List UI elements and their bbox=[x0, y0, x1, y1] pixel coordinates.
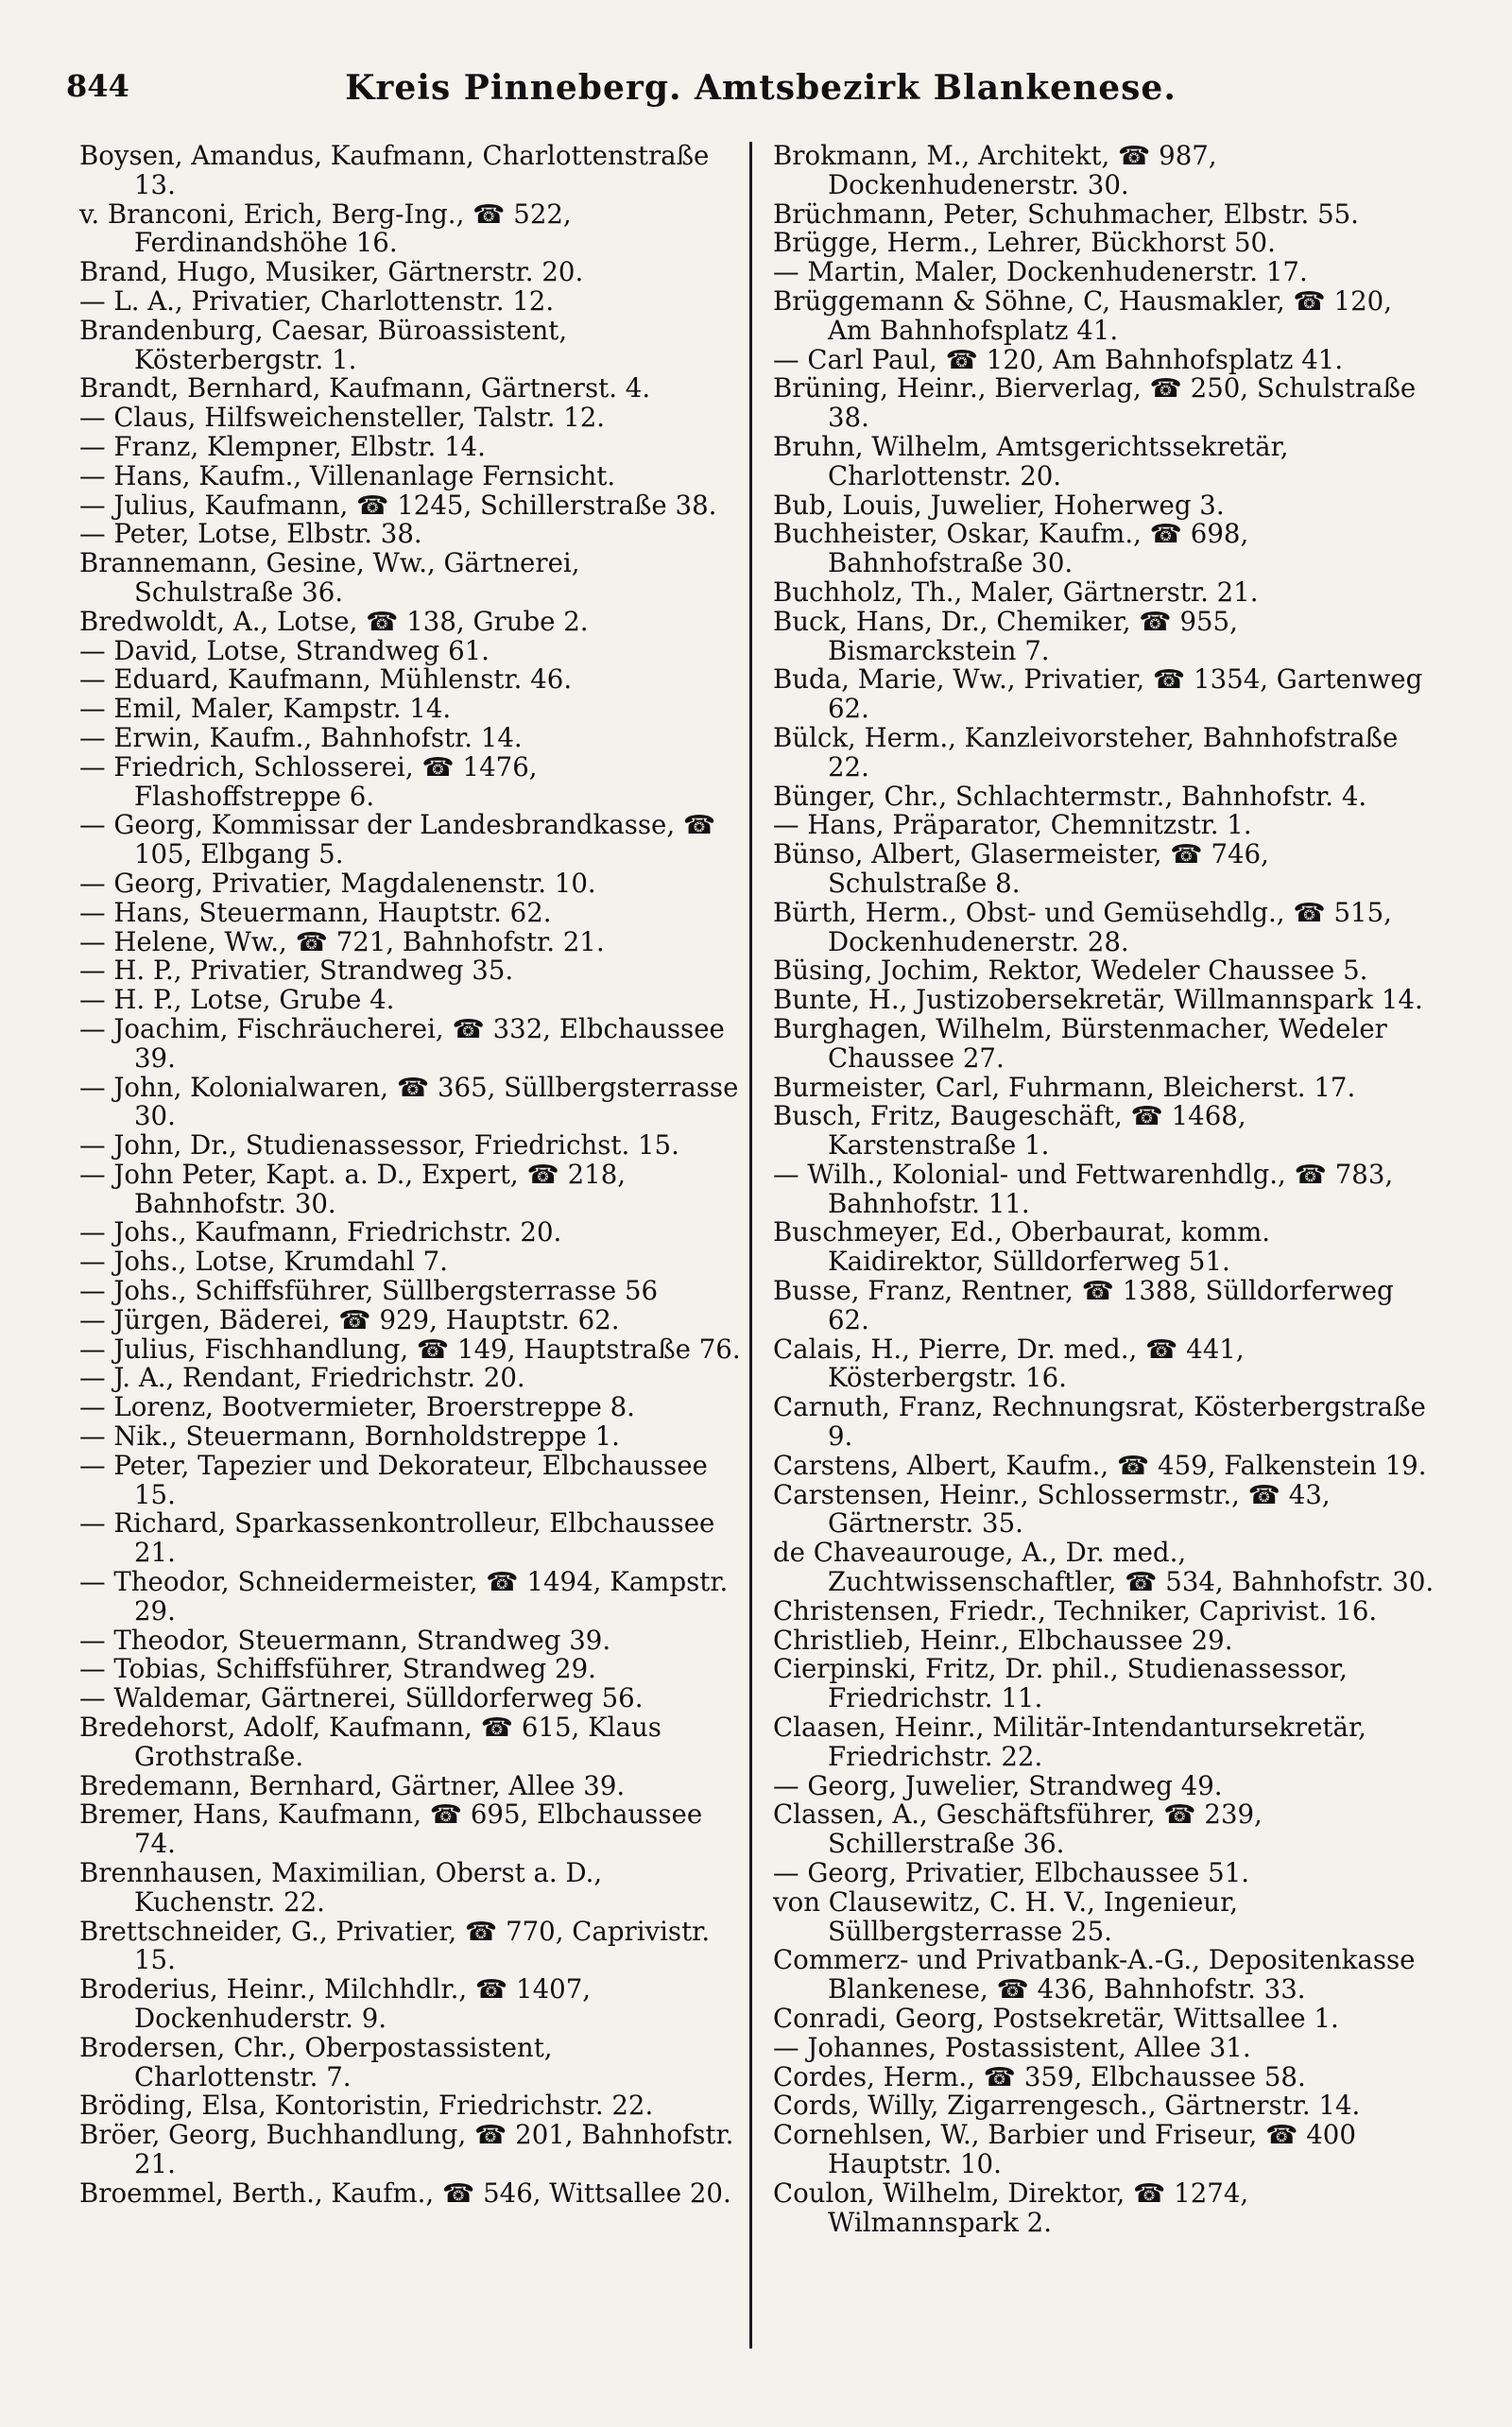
directory-entry: — Joachim, Fischräucherei, ☎ 332, Elbchaussee 39. bbox=[79, 1014, 725, 1074]
directory-entry: — Peter, Lotse, Elbstr. 38. bbox=[79, 520, 422, 550]
directory-entry: Calais, H., Pierre, Dr. med., ☎ 441, Kösterbergstr. 16. bbox=[773, 1334, 1245, 1394]
directory-entry: — Georg, Privatier, Elbchaussee 51. bbox=[773, 1859, 1250, 1888]
directory-entry: Bünso, Albert, Glasermeister, ☎ 746, Schulstraße 8. bbox=[773, 840, 1269, 899]
directory-entry: — Peter, Tapezier und Dekorateur, Elbchaussee 15. bbox=[79, 1451, 708, 1510]
directory-entry: Buchheister, Oskar, Kaufm., ☎ 698, Bahnhofstraße 30. bbox=[773, 520, 1249, 578]
directory-entry: — David, Lotse, Strandweg 61. bbox=[79, 636, 490, 666]
running-title: Kreis Pinneberg. Amtsbezirk Blankenese. bbox=[345, 68, 1177, 108]
directory-entry: Burmeister, Carl, Fuhrmann, Bleicherst. 17. bbox=[773, 1073, 1356, 1103]
directory-entry: — Georg, Kommissar der Landesbrandkasse, ☎ 105, Elbgang 5. bbox=[79, 811, 716, 869]
directory-entry: Carstens, Albert, Kaufm., ☎ 459, Falkenstein 19. bbox=[773, 1451, 1427, 1481]
directory-entry: Conradi, Georg, Postsekretär, Wittsallee 1. bbox=[773, 2005, 1339, 2034]
directory-entry: Brügge, Herm., Lehrer, Bückhorst 50. bbox=[773, 229, 1276, 259]
directory-entry: — Johs., Lotse, Krumdahl 7. bbox=[79, 1248, 448, 1278]
directory-entry: Brüning, Heinr., Bierverlag, ☎ 250, Schulstraße 38. bbox=[773, 374, 1417, 433]
directory-entry: — Georg, Juwelier, Strandweg 49. bbox=[773, 1771, 1223, 1801]
directory-entry: Carnuth, Franz, Rechnungsrat, Kösterbergstraße 9. bbox=[773, 1393, 1426, 1452]
directory-entry: Commerz- und Privatbank-A.-G., Depositenkasse Blankenese, ☎ 436, Bahnhofstr. 33. bbox=[773, 1946, 1416, 2005]
directory-entry: Bröer, Georg, Buchhandlung, ☎ 201, Bahnhofstr. 21. bbox=[79, 2121, 734, 2179]
directory-entry: — J. A., Rendant, Friedrichstr. 20. bbox=[79, 1364, 525, 1394]
directory-entry: — Franz, Klempner, Elbstr. 14. bbox=[79, 432, 486, 462]
column-divider bbox=[749, 142, 752, 2349]
directory-entry: — Johannes, Postassistent, Allee 31. bbox=[773, 2033, 1251, 2063]
directory-entry: — H. P., Privatier, Strandweg 35. bbox=[79, 956, 514, 987]
directory-entry: Brandt, Bernhard, Kaufmann, Gärtnerst. 4. bbox=[79, 374, 651, 404]
directory-entry: — Waldemar, Gärtnerei, Sülldorferweg 56. bbox=[79, 1684, 644, 1714]
directory-entry: — Johs., Kaufmann, Friedrichstr. 20. bbox=[79, 1218, 562, 1248]
directory-entry: — Helene, Ww., ☎ 721, Bahnhofstr. 21. bbox=[79, 927, 605, 957]
directory-entry: — H. P., Lotse, Grube 4. bbox=[79, 986, 395, 1015]
directory-entry: Busch, Fritz, Baugeschäft, ☎ 1468, Karstenstraße 1. bbox=[773, 1102, 1246, 1161]
directory-entry: Christensen, Friedr., Techniker, Caprivist. 16. bbox=[773, 1596, 1378, 1627]
directory-entry: Brüggemann & Söhne, C, Hausmakler, ☎ 120, Am Bahnhofsplatz 41. bbox=[773, 286, 1392, 346]
directory-entry: — Erwin, Kaufm., Bahnhofstr. 14. bbox=[79, 723, 523, 753]
directory-entry: — Tobias, Schiffsführer, Strandweg 29. bbox=[79, 1655, 596, 1685]
directory-entry: — John, Dr., Studienassessor, Friedrichst. 15. bbox=[79, 1131, 679, 1161]
directory-entry: von Clausewitz, C. H. V., Ingenieur, Süllbergsterrasse 25. bbox=[773, 1887, 1238, 1947]
directory-entry: Büsing, Jochim, Rektor, Wedeler Chaussee 5. bbox=[773, 956, 1368, 987]
directory-entry: Bremer, Hans, Kaufmann, ☎ 695, Elbchaussee 74. bbox=[79, 1800, 703, 1860]
directory-entry: — Eduard, Kaufmann, Mühlenstr. 46. bbox=[79, 665, 573, 696]
directory-entry: — Julius, Fischhandlung, ☎ 149, Hauptstraße 76. bbox=[79, 1334, 741, 1365]
page-number: 844 bbox=[66, 68, 129, 104]
directory-entry: Bülck, Herm., Kanzleivorsteher, Bahnhofstraße 22. bbox=[773, 723, 1399, 783]
directory-entry: Busse, Franz, Rentner, ☎ 1388, Sülldorferweg 62. bbox=[773, 1277, 1394, 1335]
directory-entry: Coulon, Wilhelm, Direktor, ☎ 1274, Wilmannspark 2. bbox=[773, 2178, 1249, 2238]
directory-entry: Classen, A., Geschäftsführer, ☎ 239, Schillerstraße 36. bbox=[773, 1800, 1263, 1860]
directory-entry: Brannemann, Gesine, Ww., Gärtnerei, Schulstraße 36. bbox=[79, 549, 580, 608]
page-header bbox=[66, 68, 1455, 125]
directory-entry: — Richard, Sparkassenkontrolleur, Elbchaussee 21. bbox=[79, 1509, 715, 1569]
directory-entry: Bünger, Chr., Schlachtermstr., Bahnhofstr. 4. bbox=[773, 782, 1367, 812]
directory-entry: — Claus, Hilfsweichensteller, Talstr. 12. bbox=[79, 404, 606, 433]
directory-entry: Cordes, Herm., ☎ 359, Elbchaussee 58. bbox=[773, 2062, 1306, 2092]
directory-entry: Bredwoldt, A., Lotse, ☎ 138, Grube 2. bbox=[79, 607, 589, 637]
directory-entry: Broderius, Heinr., Milchhdlr., ☎ 1407, Dockenhuderstr. 9. bbox=[79, 1975, 592, 2034]
directory-entry: Buck, Hans, Dr., Chemiker, ☎ 955, Bismarckstein 7. bbox=[773, 607, 1238, 666]
directory-entry: — Theodor, Schneidermeister, ☎ 1494, Kampstr. 29. bbox=[79, 1568, 729, 1627]
directory-entry: — Wilh., Kolonial- und Fettwarenhdlg., ☎ 783, Bahnhofstr. 11. bbox=[773, 1160, 1394, 1219]
directory-entry: Boysen, Amandus, Kaufmann, Charlottenstraße 13. bbox=[79, 142, 710, 200]
directory-entry: — Hans, Steuermann, Hauptstr. 62. bbox=[79, 898, 552, 928]
left-column bbox=[79, 142, 741, 2209]
directory-entry: — Jürgen, Bäderei, ☎ 929, Hauptstr. 62. bbox=[79, 1305, 620, 1335]
directory-entry: — Julius, Kaufmann, ☎ 1245, Schillerstraße 38. bbox=[79, 491, 717, 521]
directory-entry: — Lorenz, Bootvermieter, Broerstreppe 8. bbox=[79, 1393, 635, 1423]
directory-entry: Bub, Louis, Juwelier, Hoherweg 3. bbox=[773, 491, 1225, 521]
directory-entry: Carstensen, Heinr., Schlossermstr., ☎ 43, Gärtnerstr. 35. bbox=[773, 1480, 1331, 1540]
directory-entry: Buchholz, Th., Maler, Gärtnerstr. 21. bbox=[773, 577, 1259, 608]
directory-entry: — Emil, Maler, Kampstr. 14. bbox=[79, 695, 452, 724]
directory-entry: Brüchmann, Peter, Schuhmacher, Elbstr. 55. bbox=[773, 199, 1359, 230]
directory-entry: Cornehlsen, W., Barbier und Friseur, ☎ 400 Hauptstr. 10. bbox=[773, 2121, 1356, 2179]
directory-entry: Brand, Hugo, Musiker, Gärtnerstr. 20. bbox=[79, 258, 584, 287]
directory-entry: v. Branconi, Erich, Berg-Ing., ☎ 522, Ferdinandshöhe 16. bbox=[79, 199, 572, 259]
directory-entry: Brodersen, Chr., Oberpostassistent, Charlottenstr. 7. bbox=[79, 2033, 553, 2092]
directory-entry: — Hans, Präparator, Chemnitzstr. 1. bbox=[773, 811, 1252, 841]
directory-entry: — Carl Paul, ☎ 120, Am Bahnhofsplatz 41. bbox=[773, 345, 1344, 375]
directory-entry: Buschmeyer, Ed., Oberbaurat, komm. Kaidirektor, Sülldorferweg 51. bbox=[773, 1218, 1271, 1278]
directory-entry: — Nik., Steuermann, Bornholdstreppe 1. bbox=[79, 1422, 620, 1452]
directory-entry: Cords, Willy, Zigarrengesch., Gärtnerstr. 14. bbox=[773, 2091, 1361, 2122]
directory-entry: Bruhn, Wilhelm, Amtsgerichtssekretär, Charlottenstr. 20. bbox=[773, 432, 1289, 491]
directory-entry: Bröding, Elsa, Kontoristin, Friedrichstr. 22. bbox=[79, 2091, 654, 2122]
directory-entry: Claasen, Heinr., Militär-Intendantursekretär, Friedrichstr. 22. bbox=[773, 1713, 1366, 1772]
directory-entry: Bunte, H., Justizobersekretär, Willmannspark 14. bbox=[773, 986, 1423, 1015]
directory-entry: — John Peter, Kapt. a. D., Expert, ☎ 218, Bahnhofstr. 30. bbox=[79, 1160, 627, 1219]
directory-entry: Bredehorst, Adolf, Kaufmann, ☎ 615, Klaus Grothstraße. bbox=[79, 1713, 662, 1772]
directory-entry: — Hans, Kaufm., Villenanlage Fernsicht. bbox=[79, 461, 616, 491]
directory-entry: Brandenburg, Caesar, Büroassistent, Kösterbergstr. 1. bbox=[79, 316, 568, 375]
right-column bbox=[773, 142, 1435, 2237]
directory-entry: — L. A., Privatier, Charlottenstr. 12. bbox=[79, 286, 555, 317]
directory-entry: Broemmel, Berth., Kaufm., ☎ 546, Wittsallee 20. bbox=[79, 2178, 731, 2209]
directory-entry: — Martin, Maler, Dockenhudenerstr. 17. bbox=[773, 258, 1308, 287]
directory-entry: — Friedrich, Schlosserei, ☎ 1476, Flashoffstreppe 6. bbox=[79, 752, 538, 812]
directory-entry: Brennhausen, Maximilian, Oberst a. D., Kuchenstr. 22. bbox=[79, 1859, 603, 1918]
directory-entry: Bredemann, Bernhard, Gärtner, Allee 39. bbox=[79, 1771, 626, 1801]
directory-entry: de Chaveaurouge, A., Dr. med., Zuchtwissenschaftler, ☎ 534, Bahnhofstr. 30. bbox=[773, 1539, 1435, 1597]
directory-entry: Buda, Marie, Ww., Privatier, ☎ 1354, Gartenweg 62. bbox=[773, 665, 1423, 724]
directory-entry: Cierpinski, Fritz, Dr. phil., Studienassessor, Friedrichstr. 11. bbox=[773, 1655, 1348, 1714]
directory-entry: — Theodor, Steuermann, Strandweg 39. bbox=[79, 1626, 611, 1656]
directory-entry: Brokmann, M., Architekt, ☎ 987, Dockenhudenerstr. 30. bbox=[773, 142, 1217, 200]
directory-entry: Brettschneider, G., Privatier, ☎ 770, Caprivistr. 15. bbox=[79, 1917, 711, 1976]
directory-entry: Bürth, Herm., Obst- und Gemüsehdlg., ☎ 515, Dockenhudenerstr. 28. bbox=[773, 898, 1392, 957]
directory-entry: Burghagen, Wilhelm, Bürstenmacher, Wedeler Chaussee 27. bbox=[773, 1014, 1387, 1074]
directory-entry: — Johs., Schiffsführer, Süllbergsterrasse 56 bbox=[79, 1277, 659, 1306]
directory-entry: — John, Kolonialwaren, ☎ 365, Süllbergsterrasse 30. bbox=[79, 1073, 739, 1132]
directory-entry: — Georg, Privatier, Magdalenenstr. 10. bbox=[79, 869, 596, 899]
directory-entry: Christlieb, Heinr., Elbchaussee 29. bbox=[773, 1626, 1233, 1656]
